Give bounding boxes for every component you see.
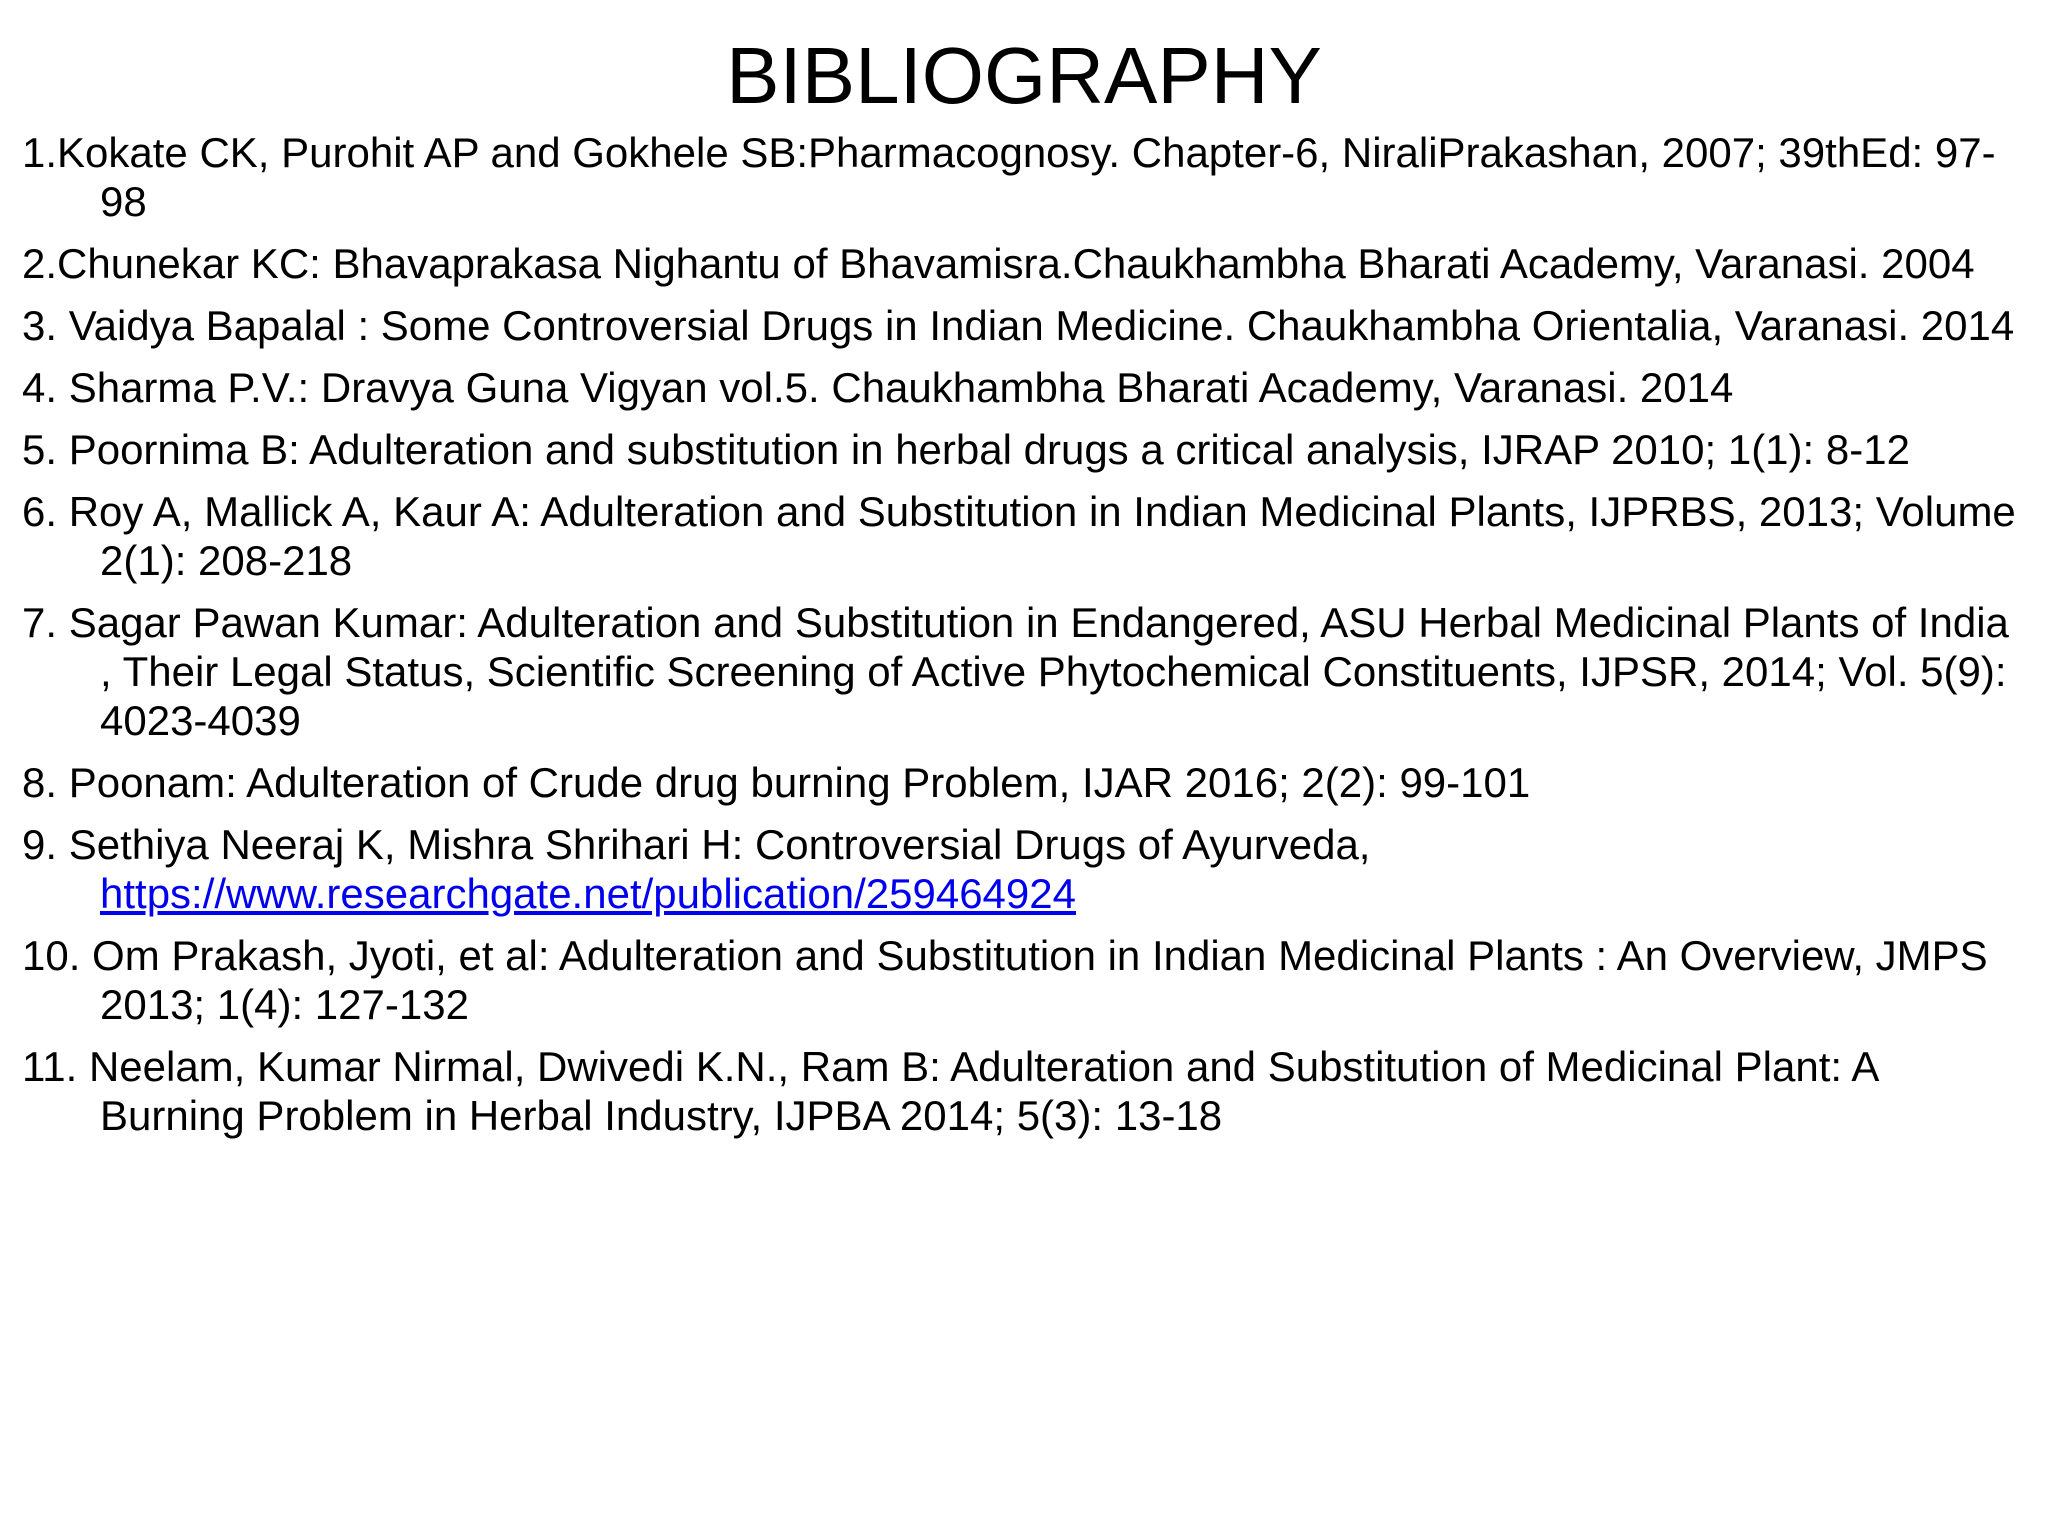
reference-text: 3. Vaidya Bapalal : Some Controversial Drugs in Indian Medicine. Chaukhambha Orientalia, Varanasi. 2014 — [22, 302, 2015, 349]
reference-item-11 — [22, 1042, 2032, 1140]
reference-item-8 — [22, 758, 2032, 807]
reference-item-9 — [22, 820, 2032, 918]
page-title: BIBLIOGRAPHY — [726, 31, 1322, 120]
reference-item-1 — [22, 128, 2032, 226]
reference-item-10 — [22, 931, 2032, 1029]
reference-text: 8. Poonam: Adulteration of Crude drug burning Problem, IJAR 2016; 2(2): 99-101 — [22, 759, 1531, 806]
reference-text: 10. Om Prakash, Jyoti, et al: Adulteration and Substitution in Indian Medicinal Plants : An Overview, JMPS 2013; 1(4): 127-132 — [22, 932, 1988, 1028]
reference-item-4 — [22, 363, 2032, 412]
reference-list — [22, 128, 2032, 1153]
reference-item-6 — [22, 487, 2032, 585]
reference-item-2 — [22, 239, 2032, 288]
reference-item-5 — [22, 425, 2032, 474]
reference-text: 6. Roy A, Mallick A, Kaur A: Adulteration and Substitution in Indian Medicinal Plants, IJPRBS, 2013; Volume 2(1): 208-218 — [22, 488, 2016, 584]
reference-text: 1.Kokate CK, Purohit AP and Gokhele SB:Pharmacognosy. Chapter-6, NiraliPrakashan, 2007; 39thEd: 97-98 — [22, 129, 1996, 225]
researchgate-link[interactable]: https://www.researchgate.net/publication/259464924 — [100, 870, 1076, 917]
reference-item-3 — [22, 301, 2032, 350]
reference-text: 2.Chunekar KC: Bhavaprakasa Nighantu of Bhavamisra.Chaukhambha Bharati Academy, Varanasi. 2004 — [22, 240, 1975, 287]
reference-text: 9. Sethiya Neeraj K, Mishra Shrihari H: Controversial Drugs of Ayurveda, — [22, 821, 1371, 868]
reference-text: 5. Poornima B: Adulteration and substitution in herbal drugs a critical analysis, IJRAP 2010; 1(1): 8-12 — [22, 426, 1910, 473]
reference-text: 4. Sharma P.V.: Dravya Guna Vigyan vol.5. Chaukhambha Bharati Academy, Varanasi. 2014 — [22, 364, 1734, 411]
reference-item-7 — [22, 598, 2032, 745]
reference-text: 11. Neelam, Kumar Nirmal, Dwivedi K.N., Ram B: Adulteration and Substitution of Medicinal Plant: A Burning Problem in Herbal Industry, IJPBA 2014; 5(3): 13-18 — [22, 1043, 1878, 1139]
reference-text: 7. Sagar Pawan Kumar: Adulteration and Substitution in Endangered, ASU Herbal Medicinal Plants of India , Their Legal Status, Scientific Screening of Active Phytochemical Constituents, IJPSR, 2014; Vol. 5(9): 4023-4039 — [22, 599, 2009, 744]
